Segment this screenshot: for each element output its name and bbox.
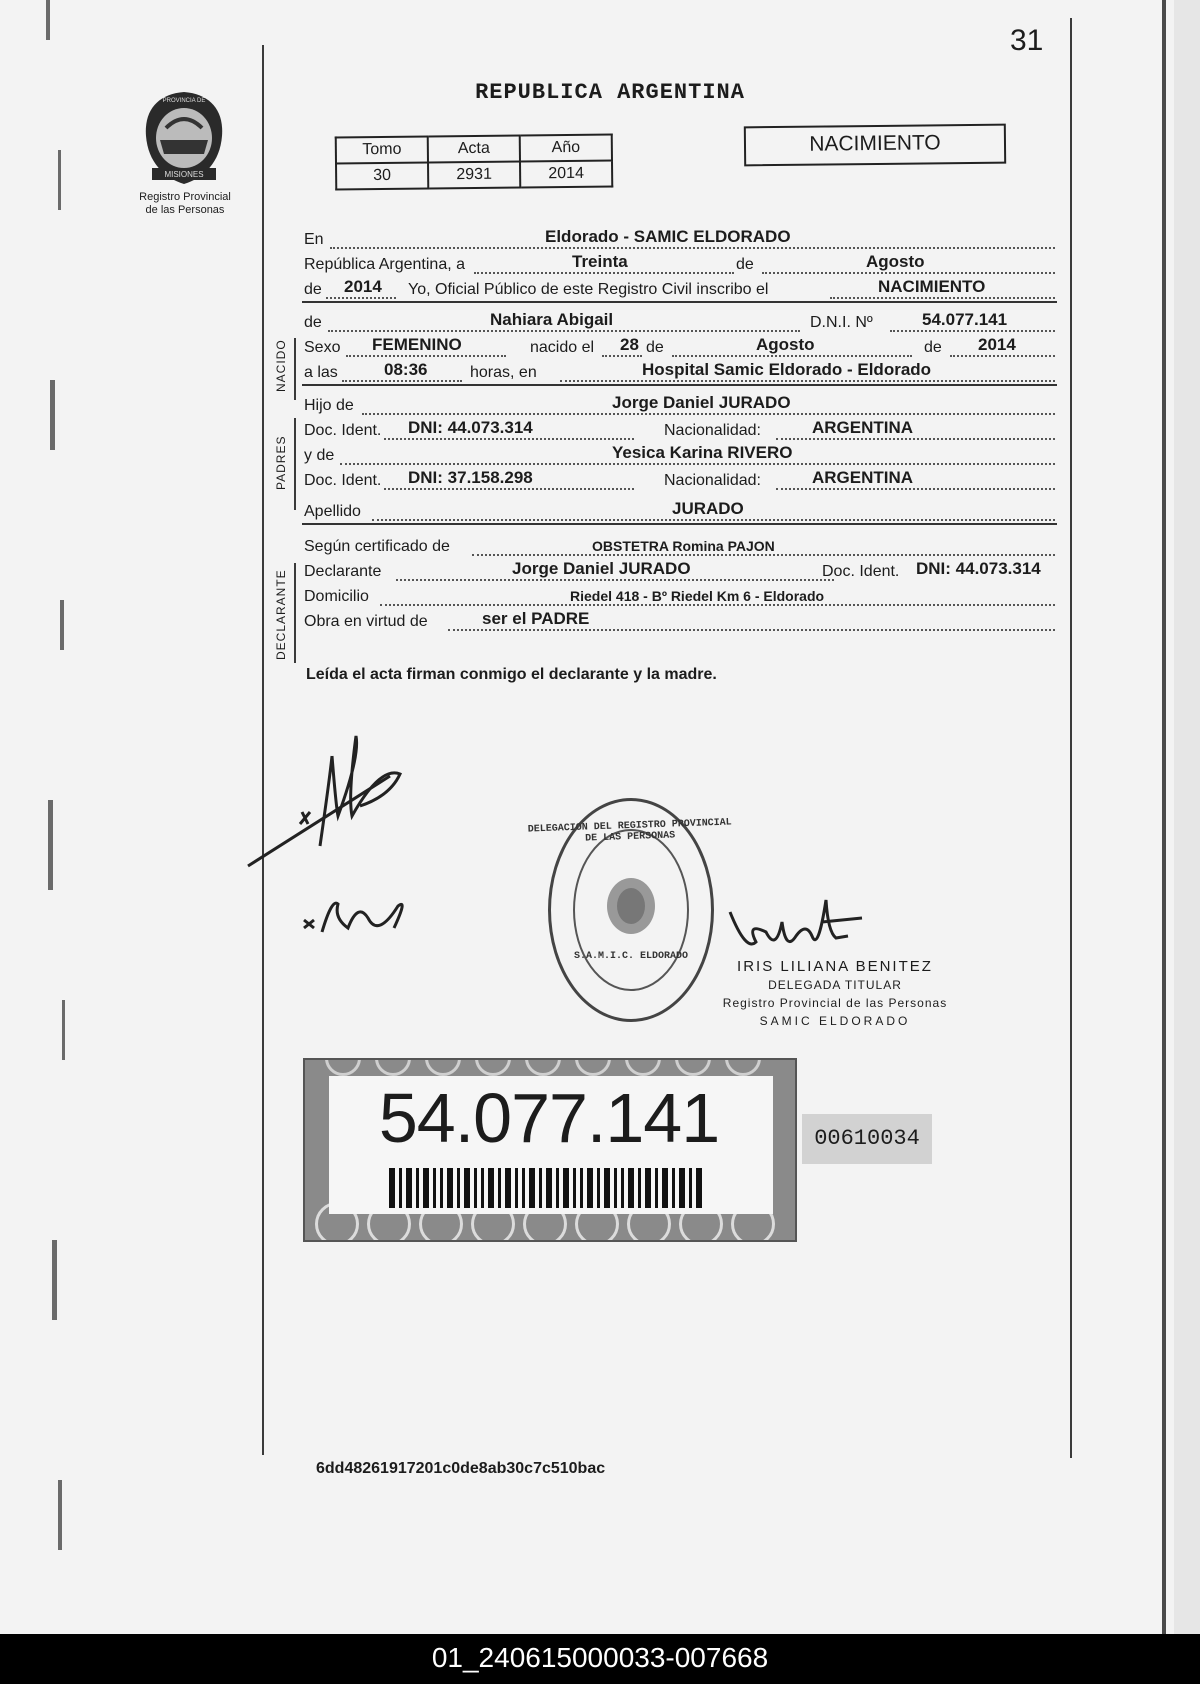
declarant-section-bracket (294, 563, 296, 663)
mother-doc-value: DNI: 37.158.298 (408, 468, 533, 487)
official-office: Registro Provincial de las Personas (722, 996, 948, 1010)
ref-value-ano: 2014 (520, 161, 612, 188)
side-label-parents: PADRES (274, 435, 288, 490)
closing-statement: Leída el acta firman conmigo el declarante y la madre. (306, 666, 717, 683)
address-value: Riedel 418 - Bº Riedel Km 6 - Eldorado (570, 588, 825, 604)
document-hash: 6dd48261917201c0de8ab30c7c510bac (316, 1460, 606, 1477)
birth-day-value: 28 (620, 335, 639, 354)
province-coat-of-arms-icon (138, 88, 230, 188)
row-child-name: de Nahiara Abigail D.N.I. Nº 54.077.141 (302, 309, 1057, 334)
mother-signature (298, 888, 418, 948)
row-place: En Eldorado - SAMIC ELDORADO (302, 226, 1057, 251)
side-label-declarant: DECLARANTE (274, 569, 288, 660)
row-declarant: Declarante Jorge Daniel JURADO Doc. Ident. DNI: 44.073.314 (304, 559, 1041, 580)
father-name-value: Jorge Daniel JURADO (612, 393, 791, 412)
scan-edge-artifacts (38, 0, 94, 1634)
birth-time-value: 08:36 (384, 360, 428, 379)
place-value: Eldorado - SAMIC ELDORADO (545, 227, 791, 246)
reference-table (335, 134, 614, 191)
ref-header-acta: Acta (428, 136, 520, 163)
child-dni-value: 54.077.141 (922, 310, 1008, 329)
surname-value: JURADO (672, 499, 744, 518)
stamp-inner-text: S.A.M.I.C. ELDORADO (573, 951, 689, 962)
month-value: Agosto (866, 252, 925, 271)
mother-name-value: Yesica Karina RIVERO (612, 443, 793, 462)
row-address: Domicilio Riedel 418 - Bº Riedel Km 6 - Eldorado (302, 583, 1057, 608)
row-sex-birthdate: Sexo FEMENINO nacido el 28 de Agosto de 2014 (302, 334, 1057, 359)
birth-month-value: Agosto (756, 335, 815, 354)
parents-section-bracket (294, 418, 296, 510)
official-branch: SAMIC ELDORADO (759, 1014, 911, 1028)
ref-header-tomo: Tomo (336, 136, 428, 163)
row-father: Hijo de Jorge Daniel JURADO (302, 392, 1057, 417)
certificate-value: OBSTETRA Romina PAJON (592, 538, 775, 554)
dni-sticker (303, 1058, 797, 1242)
record-type-box: NACIMIENTO (744, 124, 1006, 167)
svg-text:MISIONES: MISIONES (164, 170, 204, 179)
declarant-signature (240, 716, 420, 876)
declarant-name-value: Jorge Daniel JURADO (512, 559, 691, 578)
row-father-doc: Doc. Ident. DNI: 44.073.314 Nacionalidad: ARGENTINA (302, 417, 1057, 442)
ref-value-tomo: 30 (336, 162, 428, 189)
official-signature (726, 892, 876, 962)
page-edge-line (1162, 0, 1166, 1634)
father-nationality-value: ARGENTINA (812, 418, 914, 437)
row-surname: Apellido JURADO (302, 498, 1057, 523)
right-margin-line (1070, 18, 1072, 1458)
acting-value: ser el PADRE (482, 609, 590, 628)
record-form (302, 226, 1057, 633)
born-section-bracket (294, 338, 296, 400)
row-date: República Argentina, a Treinta de Agosto (302, 251, 1057, 276)
declarant-doc-value: DNI: 44.073.314 (916, 559, 1041, 578)
row-mother-doc: Doc. Ident. DNI: 37.158.298 Nacionalidad: ARGENTINA (302, 467, 1057, 492)
row-mother: y de Yesica Karina RIVERO (302, 442, 1057, 467)
official-role: DELEGADA TITULAR (768, 978, 902, 992)
stamp-coat-of-arms-icon (601, 871, 661, 941)
page-edge-margin (1174, 0, 1200, 1634)
sex-value: FEMENINO (372, 335, 462, 354)
ref-header-ano: Año (520, 135, 612, 162)
barcode-icon (389, 1168, 709, 1208)
sticker-dni-number: 54.077.141 (378, 1079, 720, 1157)
document-title: REPUBLICA ARGENTINA (475, 80, 745, 105)
mother-nationality-value: ARGENTINA (812, 468, 914, 487)
scan-file-id: 01_240615000033-007668 (0, 1634, 1200, 1684)
birth-year-value: 2014 (978, 335, 1016, 354)
day-words-value: Treinta (572, 252, 628, 271)
registry-name: Registro Provincial de las Personas (139, 191, 231, 216)
birth-place-value: Hospital Samic Eldorado - Eldorado (642, 360, 932, 379)
row-certificate: Según certificado de OBSTETRA Romina PAJON (302, 533, 1057, 558)
registry-stamp (527, 798, 732, 1022)
row-time-place: a las 08:36 horas, en Hospital Samic Eldorado - Eldorado (302, 359, 1057, 384)
row-statement: de 2014 Yo, Oficial Público de este Registro Civil inscribo el NACIMIENTO (302, 276, 1057, 301)
ref-value-acta: 2931 (428, 162, 520, 189)
stamp-outer-text: DELEGACION DEL REGISTRO PROVINCIAL DE LAS PERSONAS (527, 817, 732, 845)
event-value: NACIMIENTO (878, 277, 986, 296)
serial-number: 00610034 (802, 1114, 932, 1164)
page-number: 31 (1010, 24, 1044, 57)
father-doc-value: DNI: 44.073.314 (408, 418, 533, 437)
official-block (720, 958, 950, 1030)
official-name: IRIS LILIANA BENITEZ (737, 958, 933, 975)
side-label-born: NACIDO (274, 339, 288, 392)
row-acting: Obra en virtud de ser el PADRE (302, 608, 1057, 633)
child-name-value: Nahiara Abigail (490, 310, 614, 329)
year-value: 2014 (344, 277, 382, 296)
svg-text:PROVINCIA DE: PROVINCIA DE (162, 98, 206, 104)
